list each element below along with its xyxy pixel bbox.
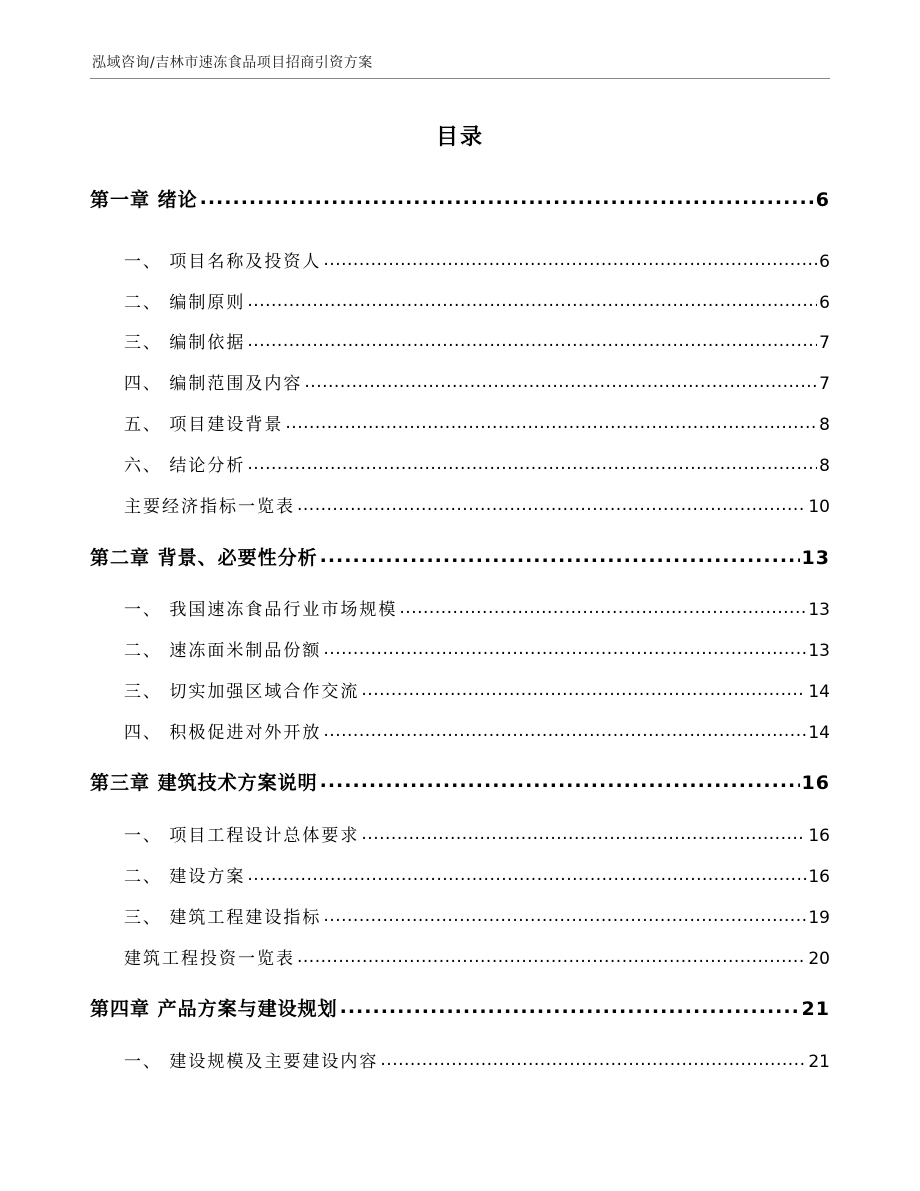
toc-entry-text: 主要经济指标一览表 [124, 497, 295, 517]
toc-entry-section[interactable] [90, 492, 830, 517]
toc-entry-section[interactable] [90, 677, 830, 702]
toc-page-number: 7 [819, 374, 830, 394]
dot-leader [323, 721, 806, 738]
dot-leader [380, 1050, 806, 1067]
dot-leader [247, 291, 817, 308]
toc-page-number: 6 [815, 189, 830, 211]
dot-leader [297, 947, 806, 964]
dot-leader [320, 770, 800, 789]
toc-entry-section[interactable] [90, 944, 830, 969]
dot-leader [247, 865, 806, 882]
toc-page-number: 16 [808, 826, 830, 846]
dot-leader [323, 250, 817, 267]
toc-page-number: 13 [801, 547, 830, 569]
toc-entry-section[interactable] [90, 288, 830, 313]
dot-leader [247, 454, 817, 471]
toc-entry-text: 一、 项目工程设计总体要求 [124, 826, 360, 846]
dot-leader [340, 996, 800, 1015]
toc-page-number: 16 [808, 867, 830, 887]
toc-entry-text: 五、 项目建设背景 [124, 415, 284, 435]
toc-entry-chapter[interactable] [90, 768, 830, 795]
toc-page-number: 7 [819, 333, 830, 353]
toc-page-number: 13 [808, 600, 830, 620]
toc-entry-text: 一、 我国速冻食品行业市场规模 [124, 600, 398, 620]
toc-page-number: 19 [808, 908, 830, 928]
toc-entry-section[interactable] [90, 718, 830, 743]
dot-leader [247, 331, 817, 348]
toc-entry-text: 第二章 背景、必要性分析 [90, 547, 318, 569]
toc-entry-text: 四、 编制范围及内容 [124, 374, 303, 394]
toc-page-number: 21 [808, 1052, 830, 1072]
toc-page-number: 10 [808, 497, 830, 517]
toc-entry-text: 二、 建设方案 [124, 867, 246, 887]
toc-page-number: 21 [801, 998, 830, 1020]
dot-leader [200, 187, 814, 206]
dot-leader [361, 680, 806, 697]
page-title: 目录 [435, 125, 484, 150]
toc-page-number: 6 [819, 293, 830, 313]
toc-page-number: 14 [808, 723, 830, 743]
dot-leader [320, 545, 800, 564]
toc-page-number: 6 [819, 252, 830, 272]
toc-page-number: 20 [808, 949, 830, 969]
toc-entry-text: 一、 建设规模及主要建设内容 [124, 1052, 379, 1072]
toc-entry-section[interactable] [90, 410, 830, 435]
header-divider [90, 78, 830, 79]
toc-entry-text: 第四章 产品方案与建设规划 [90, 998, 338, 1020]
toc-entry-chapter[interactable] [90, 543, 830, 570]
dot-leader [297, 495, 806, 512]
toc-entry-section[interactable] [90, 903, 830, 928]
toc-entry-text: 四、 积极促进对外开放 [124, 723, 322, 743]
toc-entry-text: 三、 编制依据 [124, 333, 246, 353]
toc-entry-section[interactable] [90, 328, 830, 353]
dot-leader [304, 372, 817, 389]
toc-entry-text: 六、 结论分析 [124, 456, 246, 476]
toc-entry-section[interactable] [90, 1047, 830, 1072]
toc-page-number: 8 [819, 456, 830, 476]
toc-entry-section[interactable] [90, 862, 830, 887]
toc-entry-section[interactable] [90, 247, 830, 272]
toc-entry-text: 建筑工程投资一览表 [124, 949, 295, 969]
toc-entry-chapter[interactable] [90, 185, 830, 212]
toc-entry-section[interactable] [90, 369, 830, 394]
toc-entry-section[interactable] [90, 451, 830, 476]
toc-entry-section[interactable] [90, 636, 830, 661]
toc-page-number: 8 [819, 415, 830, 435]
toc-entry-text: 二、 速冻面米制品份额 [124, 641, 322, 661]
dot-leader [399, 598, 806, 615]
toc-entry-text: 一、 项目名称及投资人 [124, 252, 322, 272]
dot-leader [285, 413, 817, 430]
page-header: 泓域咨询/吉林市速冻食品项目招商引资方案 [92, 55, 373, 71]
toc-page-number: 14 [808, 682, 830, 702]
dot-leader [323, 906, 806, 923]
toc-entry-text: 三、 切实加强区域合作交流 [124, 682, 360, 702]
toc-entry-text: 二、 编制原则 [124, 293, 246, 313]
dot-leader [323, 639, 806, 656]
toc-entry-text: 三、 建筑工程建设指标 [124, 908, 322, 928]
dot-leader [361, 824, 806, 841]
toc-entry-section[interactable] [90, 821, 830, 846]
toc-entry-text: 第一章 绪论 [90, 189, 198, 211]
toc-entry-section[interactable] [90, 595, 830, 620]
toc-page-number: 16 [801, 772, 830, 794]
toc-page-number: 13 [808, 641, 830, 661]
toc-entry-chapter[interactable] [90, 994, 830, 1021]
toc-entry-text: 第三章 建筑技术方案说明 [90, 772, 318, 794]
